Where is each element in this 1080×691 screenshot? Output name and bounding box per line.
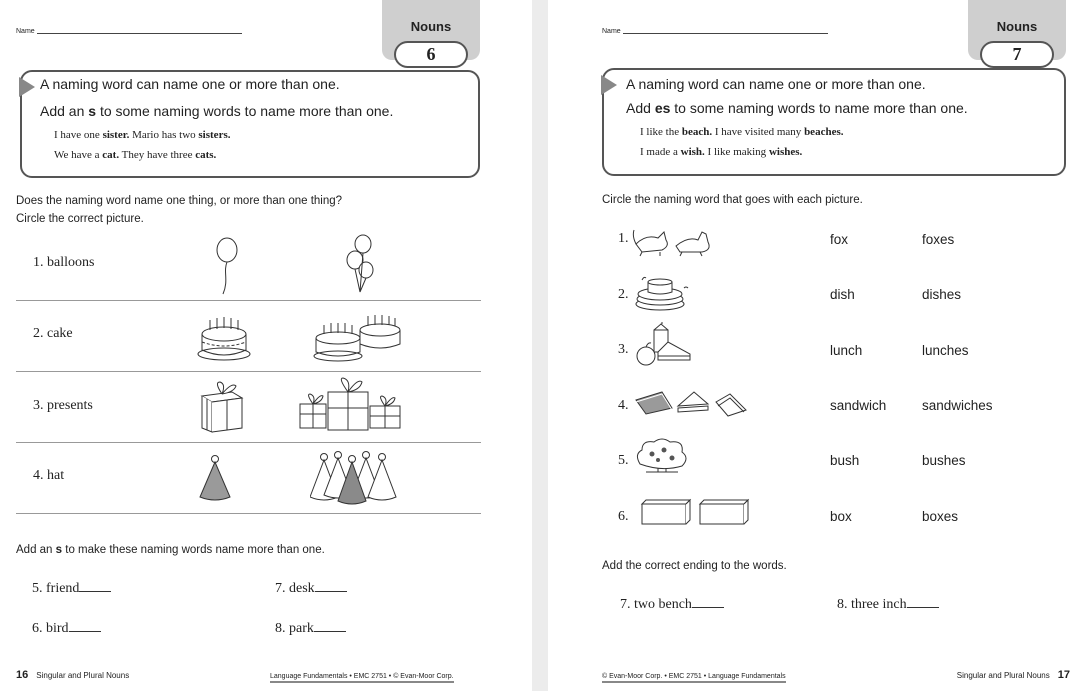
tab-title: Nouns bbox=[410, 19, 452, 34]
section-tab bbox=[382, 0, 480, 64]
bush-picture bbox=[634, 438, 690, 474]
item-label: 3. presents bbox=[33, 398, 93, 413]
choice-word[interactable]: lunches bbox=[922, 343, 969, 358]
arrow-icon bbox=[601, 75, 617, 95]
name-line[interactable]: Name bbox=[602, 28, 828, 35]
rule-line-1: A naming word can name one or more than one. bbox=[40, 76, 340, 92]
page-number-badge: 7 bbox=[980, 41, 1054, 68]
choice-word[interactable]: bushes bbox=[922, 453, 966, 468]
page-number-badge: 6 bbox=[394, 41, 468, 68]
rule-line-1: A naming word can name one or more than one. bbox=[626, 76, 926, 92]
item-label: 1. balloons bbox=[33, 255, 95, 270]
dishes-picture bbox=[632, 274, 696, 312]
choice-word[interactable]: boxes bbox=[922, 509, 959, 524]
item-number: 5. bbox=[618, 453, 629, 468]
choice-word[interactable]: box bbox=[830, 509, 852, 524]
choice-word[interactable]: sandwich bbox=[830, 398, 887, 413]
boxes-picture bbox=[638, 496, 756, 526]
practice-item[interactable]: 7. desk bbox=[275, 581, 347, 597]
practice-item[interactable]: 8. park bbox=[275, 621, 346, 637]
example-sentence-2: We have a cat. They have three cats. bbox=[54, 149, 217, 161]
lunch-picture bbox=[634, 322, 694, 368]
left-page bbox=[0, 0, 532, 691]
footer-credit: Language Fundamentals • EMC 2751 • © Evan-Moor Corp. bbox=[270, 673, 454, 683]
choice-word[interactable]: foxes bbox=[922, 232, 955, 247]
instruction: Circle the correct picture. bbox=[16, 213, 144, 225]
choice-word[interactable]: dish bbox=[830, 287, 855, 302]
divider bbox=[16, 371, 481, 372]
practice-item[interactable]: 8. three inch bbox=[837, 597, 939, 613]
balloons-picture[interactable] bbox=[340, 234, 380, 294]
tab-title: Nouns bbox=[996, 19, 1038, 34]
example-sentence-2: I made a wish. I like making wishes. bbox=[640, 146, 803, 158]
arrow-icon bbox=[19, 77, 35, 97]
choice-word[interactable]: dishes bbox=[922, 287, 962, 302]
instruction: Add an s to make these naming words name more than one. bbox=[16, 544, 325, 556]
instruction: Add the correct ending to the words. bbox=[602, 560, 787, 572]
example-sentence-1: I like the beach. I have visited many beaches. bbox=[640, 126, 844, 138]
hat-picture[interactable] bbox=[198, 453, 232, 503]
cakes-picture[interactable] bbox=[312, 310, 404, 362]
practice-item[interactable]: 5. friend bbox=[32, 581, 111, 597]
practice-item[interactable]: 6. bird bbox=[32, 621, 101, 637]
divider bbox=[16, 442, 481, 443]
item-label: 2. cake bbox=[33, 326, 73, 341]
footer-credit: © Evan-Moor Corp. • EMC 2751 • Language Fundamentals bbox=[602, 673, 786, 683]
foxes-picture bbox=[632, 222, 716, 258]
divider bbox=[16, 513, 481, 514]
item-number: 4. bbox=[618, 398, 629, 413]
rule-line-2: Add es to some naming words to name more than one. bbox=[626, 100, 968, 116]
footer: 16 Singular and Plural Nouns bbox=[16, 669, 130, 681]
example-sentence-1: I have one sister. Mario has two sisters. bbox=[54, 129, 231, 141]
choice-word[interactable]: lunch bbox=[830, 343, 863, 358]
item-number: 6. bbox=[618, 509, 629, 524]
hats-picture[interactable] bbox=[310, 449, 406, 505]
present-picture[interactable] bbox=[198, 378, 246, 434]
item-number: 1. bbox=[618, 231, 629, 246]
balloon-picture[interactable] bbox=[205, 236, 245, 296]
choice-word[interactable]: sandwiches bbox=[922, 398, 993, 413]
footer: Singular and Plural Nouns 17 bbox=[956, 669, 1070, 681]
presents-picture[interactable] bbox=[296, 374, 406, 434]
section-tab bbox=[968, 0, 1066, 64]
item-number: 3. bbox=[618, 342, 629, 357]
cake-picture[interactable] bbox=[196, 310, 252, 362]
sandwiches-picture bbox=[632, 388, 750, 420]
divider bbox=[16, 300, 481, 301]
rule-line-2: Add an s to some naming words to name more than one. bbox=[40, 103, 394, 119]
name-line[interactable]: Name bbox=[16, 28, 242, 35]
instruction: Circle the naming word that goes with each picture. bbox=[602, 194, 863, 206]
item-number: 2. bbox=[618, 287, 629, 302]
right-page bbox=[548, 0, 1080, 691]
choice-word[interactable]: bush bbox=[830, 453, 860, 468]
choice-word[interactable]: fox bbox=[830, 232, 849, 247]
item-label: 4. hat bbox=[33, 468, 65, 483]
instruction: Does the naming word name one thing, or more than one thing? bbox=[16, 195, 343, 207]
practice-item[interactable]: 7. two bench bbox=[620, 597, 724, 613]
